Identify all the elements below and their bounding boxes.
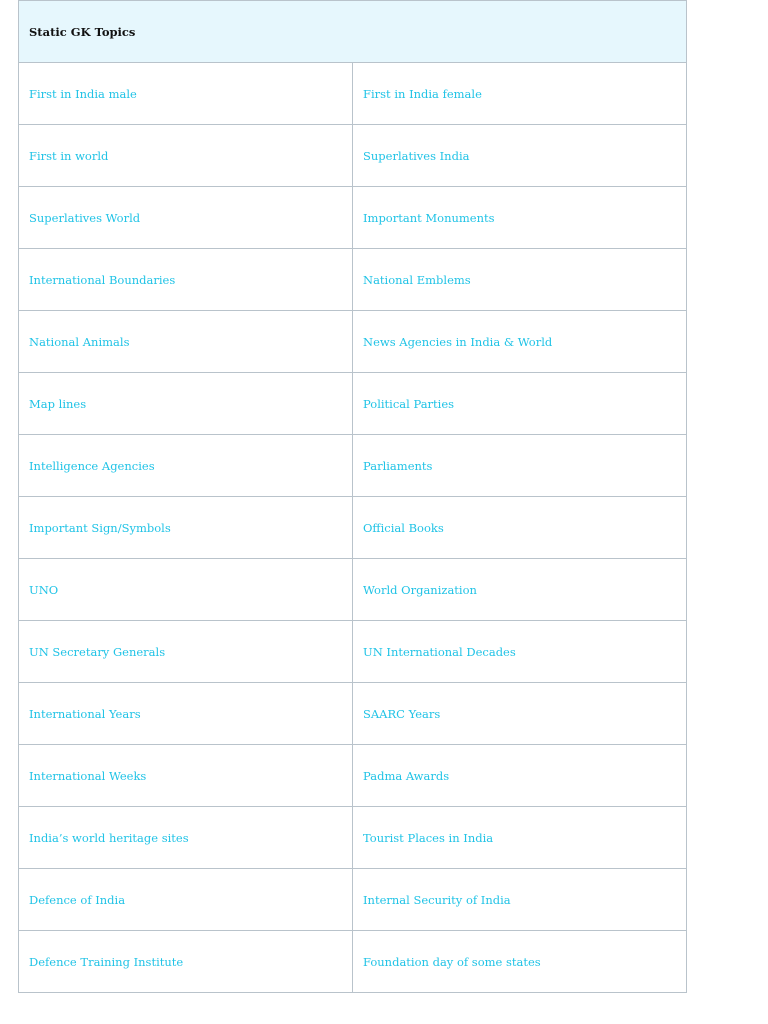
topic-link[interactable]: Superlatives World xyxy=(29,210,141,225)
table-cell xyxy=(19,621,353,683)
topic-link[interactable]: SAARC Years xyxy=(363,706,441,721)
table-cell xyxy=(19,249,353,311)
table-row xyxy=(19,931,687,993)
table-row xyxy=(19,435,687,497)
topic-link[interactable]: UN Secretary Generals xyxy=(29,644,166,659)
topic-link[interactable]: Intelligence Agencies xyxy=(29,458,155,473)
topic-link[interactable]: Superlatives India xyxy=(363,148,470,163)
topic-link[interactable]: International Years xyxy=(29,706,141,721)
table-row xyxy=(19,373,687,435)
table-cell xyxy=(353,373,687,435)
topic-link[interactable]: Foundation day of some states xyxy=(363,954,541,969)
table-row xyxy=(19,559,687,621)
table-cell xyxy=(353,931,687,993)
topic-link[interactable]: National Emblems xyxy=(363,272,471,287)
table-cell xyxy=(353,63,687,125)
table-cell xyxy=(19,683,353,745)
topic-link[interactable]: Political Parties xyxy=(363,396,455,411)
table-row xyxy=(19,807,687,869)
table-body xyxy=(19,63,687,993)
table-row xyxy=(19,683,687,745)
table-cell xyxy=(19,435,353,497)
topic-link[interactable]: First in India male xyxy=(29,86,137,101)
topic-link[interactable]: Important Monuments xyxy=(363,210,495,225)
topic-link[interactable]: Map lines xyxy=(29,396,87,411)
table-row xyxy=(19,497,687,559)
topic-link[interactable]: Tourist Places in India xyxy=(363,830,494,845)
table-header-row xyxy=(19,1,687,63)
topic-link[interactable]: Defence Training Institute xyxy=(29,954,184,969)
table-row xyxy=(19,311,687,373)
table-cell xyxy=(353,249,687,311)
table-cell xyxy=(353,559,687,621)
table-cell xyxy=(19,497,353,559)
table-cell xyxy=(353,435,687,497)
table-cell xyxy=(353,125,687,187)
table-cell xyxy=(19,187,353,249)
topic-link[interactable]: Important Sign/Symbols xyxy=(29,520,171,535)
topic-link[interactable]: National Animals xyxy=(29,334,130,349)
table-cell xyxy=(19,559,353,621)
topic-link[interactable]: International Boundaries xyxy=(29,272,176,287)
topic-link[interactable]: UN International Decades xyxy=(363,644,516,659)
table-cell xyxy=(19,869,353,931)
topic-link[interactable]: First in India female xyxy=(363,86,482,101)
table-cell xyxy=(19,745,353,807)
table-cell xyxy=(353,683,687,745)
table-cell xyxy=(19,63,353,125)
topic-link[interactable]: India’s world heritage sites xyxy=(29,830,189,845)
table-row xyxy=(19,621,687,683)
table-row xyxy=(19,187,687,249)
topic-link[interactable]: UNO xyxy=(29,582,59,597)
table-row xyxy=(19,125,687,187)
topic-link[interactable]: Parliaments xyxy=(363,458,433,473)
table-cell xyxy=(353,621,687,683)
static-gk-topics-table xyxy=(18,0,687,993)
table-cell xyxy=(19,125,353,187)
topic-link[interactable]: Internal Security of India xyxy=(363,892,511,907)
table-row xyxy=(19,869,687,931)
table-row xyxy=(19,249,687,311)
topic-link[interactable]: International Weeks xyxy=(29,768,147,783)
table-title: Static GK Topics xyxy=(19,1,687,63)
table-cell xyxy=(19,807,353,869)
table-cell xyxy=(353,311,687,373)
table-cell xyxy=(353,497,687,559)
topic-link[interactable]: World Organization xyxy=(363,582,477,597)
topic-link[interactable]: Defence of India xyxy=(29,892,126,907)
table-cell xyxy=(353,869,687,931)
topic-link[interactable]: News Agencies in India & World xyxy=(363,334,553,349)
table-cell xyxy=(353,187,687,249)
table-row xyxy=(19,63,687,125)
topic-link[interactable]: First in world xyxy=(29,148,109,163)
table-row xyxy=(19,745,687,807)
topic-link[interactable]: Official Books xyxy=(363,520,444,535)
table-cell xyxy=(353,745,687,807)
table-cell xyxy=(19,311,353,373)
table-cell xyxy=(19,373,353,435)
table-cell xyxy=(353,807,687,869)
topic-link[interactable]: Padma Awards xyxy=(363,768,450,783)
table-cell xyxy=(19,931,353,993)
